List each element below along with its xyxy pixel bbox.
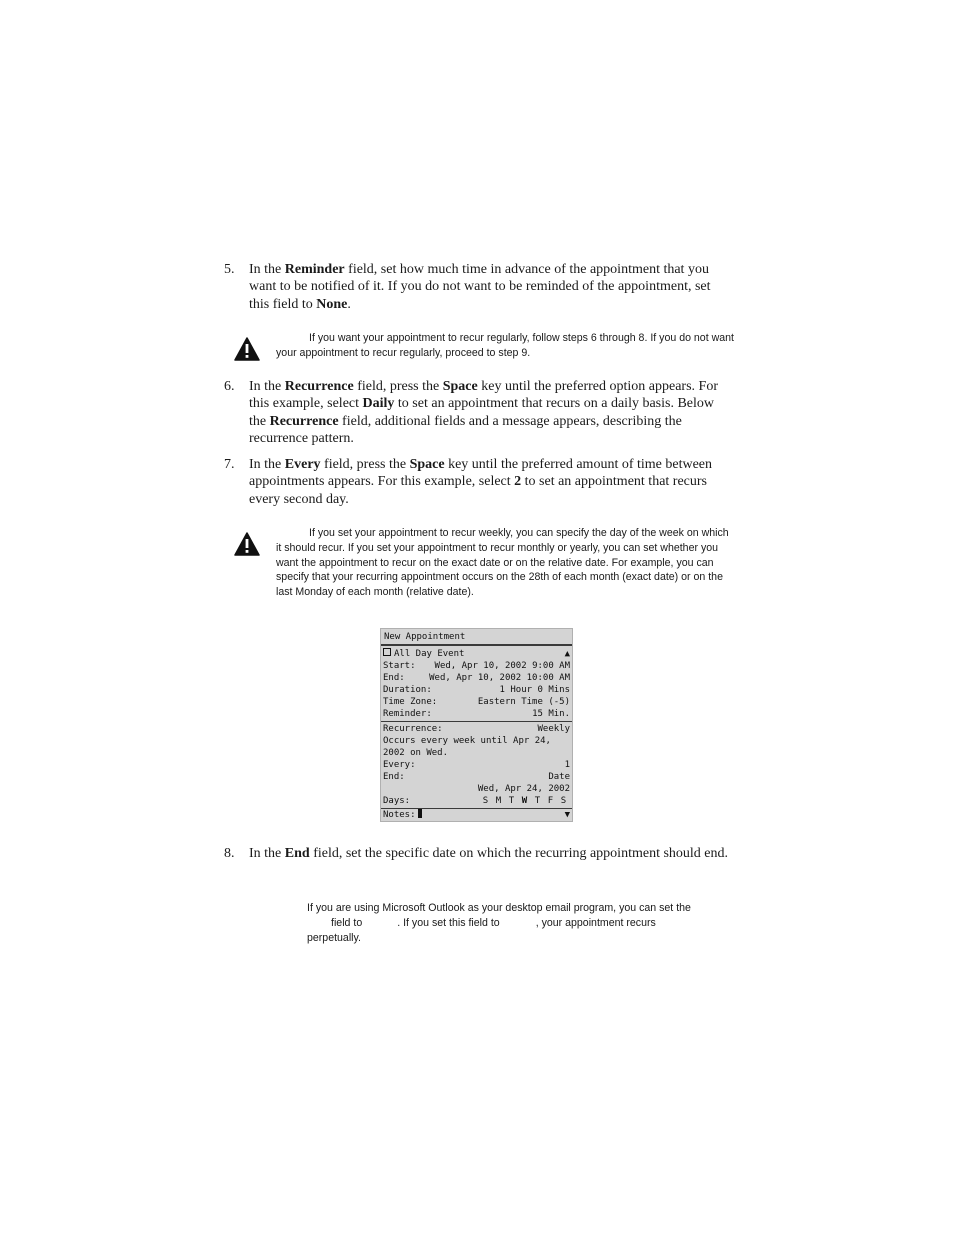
step-6 <box>224 378 734 448</box>
scroll-up-arrow-icon: ▲ <box>564 649 570 659</box>
every-row[interactable] <box>383 759 570 771</box>
section-divider <box>381 721 572 722</box>
days-row[interactable] <box>383 795 570 807</box>
step-number: 8. <box>224 846 235 861</box>
start-value: Wed, Apr 10, 2002 9:00 AM <box>434 661 570 671</box>
step-5 <box>224 261 734 313</box>
all-day-label: All Day Event <box>394 649 465 659</box>
reminder-value: 15 Min. <box>532 709 570 719</box>
recurrence-message-line-2: 2002 on Wed. <box>383 748 449 758</box>
timezone-value: Eastern Time (-5) <box>477 697 570 707</box>
notes-label: Notes: <box>383 810 416 820</box>
day-toggle[interactable]: S <box>560 796 567 806</box>
step-text: In the Every field, press the Space key until the preferred amount of time between appointments appears. For this example, select 2 to set an appointment that recurs every second day. <box>249 457 713 507</box>
day-toggle[interactable]: T <box>534 796 541 806</box>
note-text: If you set your appointment to recur weekly, you can specify the day of the week on which it should recur. If you set your appointment to recur monthly or yearly, you can set whether you want the appointment to recur on the exact date or on the relative date. For example, you can specify that your recurring appointment occurs on the 28th of each month (exact date) or on the last Monday of each month (relative date). <box>276 527 729 599</box>
warning-note-1 <box>234 331 734 361</box>
note-line-2: field to . If you set this field to , your appointment recurs <box>331 916 656 929</box>
title-divider <box>381 644 572 646</box>
duration-value: 1 Hour 0 Mins <box>499 685 570 695</box>
recurrence-label: Recurrence: <box>383 724 443 734</box>
end-date-value: Wed, Apr 24, 2002 <box>477 784 570 794</box>
days-label: Days: <box>383 796 411 806</box>
end-type-row[interactable] <box>383 771 570 783</box>
outlook-note <box>307 901 737 945</box>
recurrence-message-line-1: Occurs every week until Apr 24, <box>383 736 551 746</box>
day-toggle[interactable]: T <box>508 796 515 806</box>
warning-icon <box>234 532 260 556</box>
screen-title: New Appointment <box>384 632 466 642</box>
start-row[interactable] <box>383 660 570 672</box>
every-label: Every: <box>383 760 416 770</box>
warning-icon <box>234 337 260 361</box>
end-date-row[interactable] <box>383 783 570 795</box>
note-line-1: If you are using Microsoft Outlook as your desktop email program, you can set the <box>307 902 691 914</box>
recurrence-row[interactable] <box>383 723 570 735</box>
scroll-down-arrow-icon: ▼ <box>564 810 570 820</box>
warning-note-2 <box>234 526 734 600</box>
text-cursor <box>418 809 422 818</box>
note-text: If you want your appointment to recur regularly, follow steps 6 through 8. If you do not want your appointment to recur regularly, proceed to step 9. <box>276 332 734 359</box>
step-number: 6. <box>224 379 235 394</box>
step-number: 5. <box>224 262 235 277</box>
checkbox-icon[interactable] <box>383 648 391 656</box>
timezone-label: Time Zone: <box>383 697 438 707</box>
step-7 <box>224 456 734 508</box>
step-8 <box>224 845 734 862</box>
start-label: Start: <box>383 661 416 671</box>
every-value: 1 <box>564 760 570 770</box>
recurrence-value: Weekly <box>537 724 570 734</box>
reminder-row[interactable] <box>383 708 570 720</box>
timezone-row[interactable] <box>383 696 570 708</box>
end-label: End: <box>383 673 405 683</box>
days-selector[interactable] <box>479 795 570 807</box>
all-day-event-row[interactable] <box>383 648 570 660</box>
end-value: Wed, Apr 10, 2002 10:00 AM <box>429 673 570 683</box>
duration-label: Duration: <box>383 685 432 695</box>
day-toggle[interactable]: M <box>495 796 502 806</box>
duration-row[interactable] <box>383 684 570 696</box>
end-type-label: End: <box>383 772 405 782</box>
day-toggle[interactable]: S <box>482 796 489 806</box>
note-line-3: perpetually. <box>307 931 361 944</box>
end-type-value: Date <box>548 772 570 782</box>
day-toggle[interactable]: W <box>521 796 528 806</box>
step-text: In the Recurrence field, press the Space key until the preferred option appears. For this example, select Daily to set an appointment that recurs on a daily basis. Below the Recurrence field, additional fields and a message appears, describing the recurrence pattern. <box>249 379 718 447</box>
new-appointment-screen <box>380 628 573 822</box>
step-text: In the Reminder field, set how much time in advance of the appointment that you want to be notified of it. If you do not want to be reminded of the appointment, set this field to None. <box>249 262 711 312</box>
notes-row[interactable] <box>383 809 570 821</box>
step-text: In the End field, set the specific date on which the recurring appointment should end. <box>249 846 729 861</box>
reminder-label: Reminder: <box>383 709 432 719</box>
step-number: 7. <box>224 457 235 472</box>
day-toggle[interactable]: F <box>547 796 554 806</box>
end-row[interactable] <box>383 672 570 684</box>
